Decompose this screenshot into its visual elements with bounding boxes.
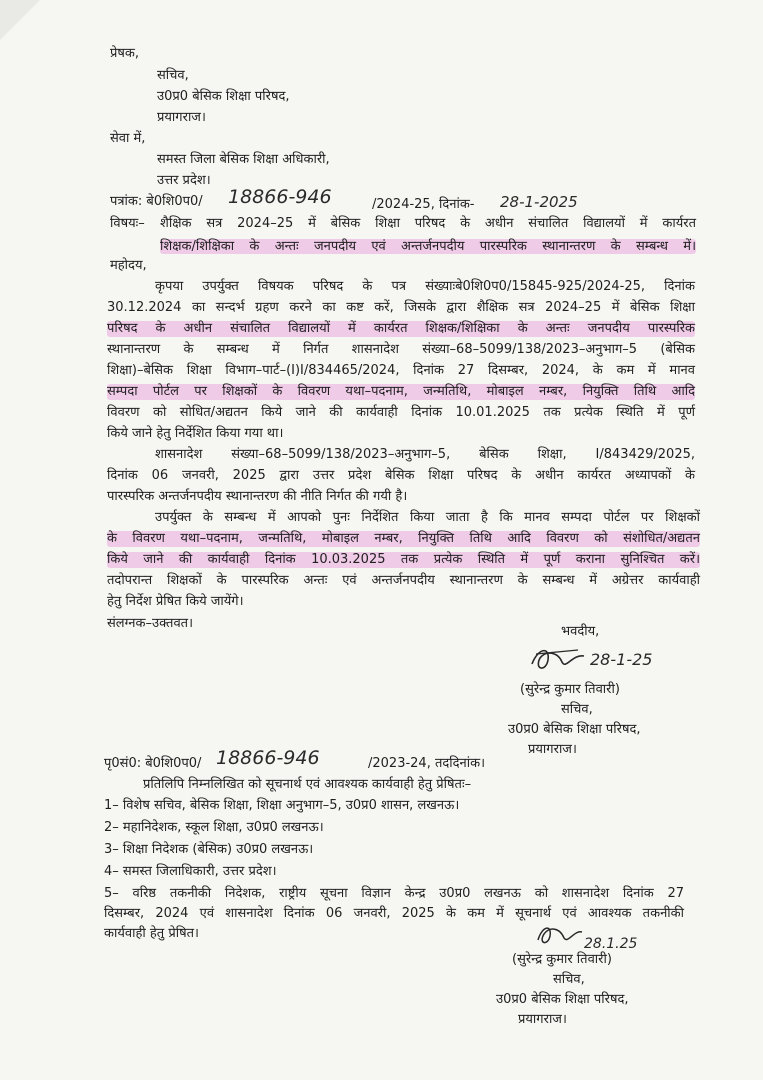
para3-line: किये जाने की कार्यवाही दिनांक 10.03.2025 तक प्रत्येक स्थिति में पूर्ण कराना सुनिश्चित करें। [107,552,700,567]
endorsement-suffix: /2023-24, तददिनांक। [368,756,486,771]
sender-label: प्रेषक, [110,46,140,61]
endorsement-number: 18866-946 [216,747,320,769]
para1-line: सम्पदा पोर्टल पर शिक्षकों के विवरण यथा–पदनाम, जन्मतिथि, मोबाइल नम्बर, नियुक्ति तिथि आदि [107,384,695,399]
endorsement-item: 1– विशेष सचिव, बेसिक शिक्षा, शिक्षा अनुभाग–5, उ0प्र0 शासन, लखनऊ। [104,798,460,813]
para1-line: स्थानान्तरण के सम्बन्ध में निर्गत शासनादेश संख्या–68–5099/138/2023–अनुभाग–5 (बेसिक [107,342,695,357]
ref-mid: /2024-25, दिनांक- [372,197,475,212]
signature1-designation: सचिव, [561,702,593,717]
para3-line: तदोपरान्त शिक्षकों के पारस्परिक अन्तः एवं अन्तर्जनपदीय स्थानान्तरण के सम्बन्ध में अग्रेत्तर कार्यवाही [107,573,700,588]
para2-line: शासनादेश संख्या–68–5099/138/2023–अनुभाग–5, बेसिक शिक्षा, I/843429/2025, [155,447,695,462]
endorsement-item5: 5– वरिष्ठ तकनीकी निदेशक, राष्ट्रीय सूचना विज्ञान केन्द्र उ0प्र0 लखनऊ को शासनादेश दिनांक 27 [104,886,684,901]
endorsement-prefix: पृ0सं0: बे0शि0प0/ [104,756,202,771]
signature1-date: 28-1-25 [590,650,653,669]
salutation: महोदय, [110,258,147,273]
endorsement-item: 4– समस्त जिलाधिकारी, उत्तर प्रदेश। [104,864,277,879]
para1-line: परिषद के अधीन संचालित विद्यालयों में कार्यरत शिक्षक/शिक्षिका के अन्तः जनपदीय पारस्परिक [107,321,695,336]
closing: भवदीय, [561,624,600,639]
recipient-label: सेवा में, [110,131,146,146]
para3-line: के विवरण यथा–पदनाम, जन्मतिथि, मोबाइल नम्बर, नियुक्ति तिथि आदि विवरण को संशोधित/अद्यतन [107,531,700,546]
para3-line: हेतु निर्देश प्रेषित किये जायेंगे। [107,594,244,609]
signature2-name: (सुरेन्द्र कुमार तिवारी) [512,952,612,967]
subject-line2 [160,239,696,255]
signature2-place: प्रयागराज। [518,1012,567,1027]
para1-line: विवरण को सोधित/अद्यतन किये जाने की कार्यवाही दिनांक 10.01.2025 तक प्रत्येक स्थिति में पूर्ण [107,405,695,420]
endorsement-intro: प्रतिलिपि निम्नलिखित को सूचनार्थ एवं आवश्यक कार्यवाही हेतु प्रेषितः– [143,777,472,792]
sender-place: प्रयागराज। [157,110,206,125]
recipient-line2: उत्तर प्रदेश। [157,173,211,188]
signature-mark [528,642,588,676]
endorsement-item: 3– शिक्षा निदेशक (बेसिक) उ0प्र0 लखनऊ। [104,842,314,857]
page-fold [0,0,40,40]
subject-label: विषयः– [110,216,145,231]
enclosure: संलग्नक–उक्तवत। [107,616,194,631]
para1-line: शिक्षा)–बेसिक शिक्षा विभाग–पार्ट–(I)I/834465/2024, दिनांक 27 दिसम्बर, 2024, के कम में मानव [107,363,695,378]
ref-prefix: पत्रांक: बे0शि0प0/ [110,194,203,209]
signature1-place: प्रयागराज। [528,742,577,757]
signature1-name: (सुरेन्द्र कुमार तिवारी) [520,682,620,697]
ref-number: 18866-946 [228,186,332,208]
ref-date: 28-1-2025 [500,193,578,211]
para1-line: किये जाने हेतु निर्देशित किया गया था। [107,426,284,441]
para1-line: 30.12.2024 का सन्दर्भ ग्रहण करने का कष्ट करें, जिसके द्वारा शैक्षिक सत्र 2024–25 में बेसिक शिक्षा [107,300,695,315]
signature2-designation: सचिव, [553,972,585,987]
signature-mark [534,920,584,950]
sender-office: उ0प्र0 बेसिक शिक्षा परिषद, [157,89,290,104]
signature1-office: उ0प्र0 बेसिक शिक्षा परिषद, [508,722,641,737]
para2-line: दिनांक 06 जनवरी, 2025 द्वारा उत्तर प्रदेश बेसिक शिक्षा परिषद के अधीन कार्यरत अध्यापकों के [107,468,695,483]
para3-line: उपर्युक्त के सम्बन्ध में आपको पुनः निर्देशित किया जाता है कि मानव सम्पदा पोर्टल पर शिक्षकों [155,510,700,525]
endorsement-item5: कार्यवाही हेतु प्रेषित। [104,926,199,941]
para1-line: कृपया उपर्युक्त विषयक परिषद के पत्र संख्याःबे0शि0प0/15845-925/2024-25, दिनांक [155,279,695,294]
recipient-line1: समस्त जिला बेसिक शिक्षा अधिकारी, [157,152,330,167]
para2-line: पारस्परिक अन्तर्जनपदीय स्थानान्तरण की नीति निर्गत की गयी है। [107,489,408,504]
signature2-date: 28.1.25 [584,936,638,952]
sender-designation: सचिव, [157,68,189,83]
signature2-office: उ0प्र0 बेसिक शिक्षा परिषद, [496,992,629,1007]
subject-line2-text: शिक्षक/शिक्षिका के अन्तः जनपदीय एवं अन्तर्जनपदीय पारस्परिक स्थानान्तरण के सम्बन्ध में। [160,239,696,254]
subject-line1: शैक्षिक सत्र 2024–25 में बेसिक शिक्षा परिषद के अधीन संचालित विद्यालयों में कार्यरत [160,216,696,231]
endorsement-item5: दिसम्बर, 2024 एवं शासनादेश दिनांक 06 जनवरी, 2025 के कम में सूचनार्थ एवं आवश्यक तकनीकी [104,906,684,921]
endorsement-item: 2– महानिदेशक, स्कूल शिक्षा, उ0प्र0 लखनऊ। [104,820,324,835]
